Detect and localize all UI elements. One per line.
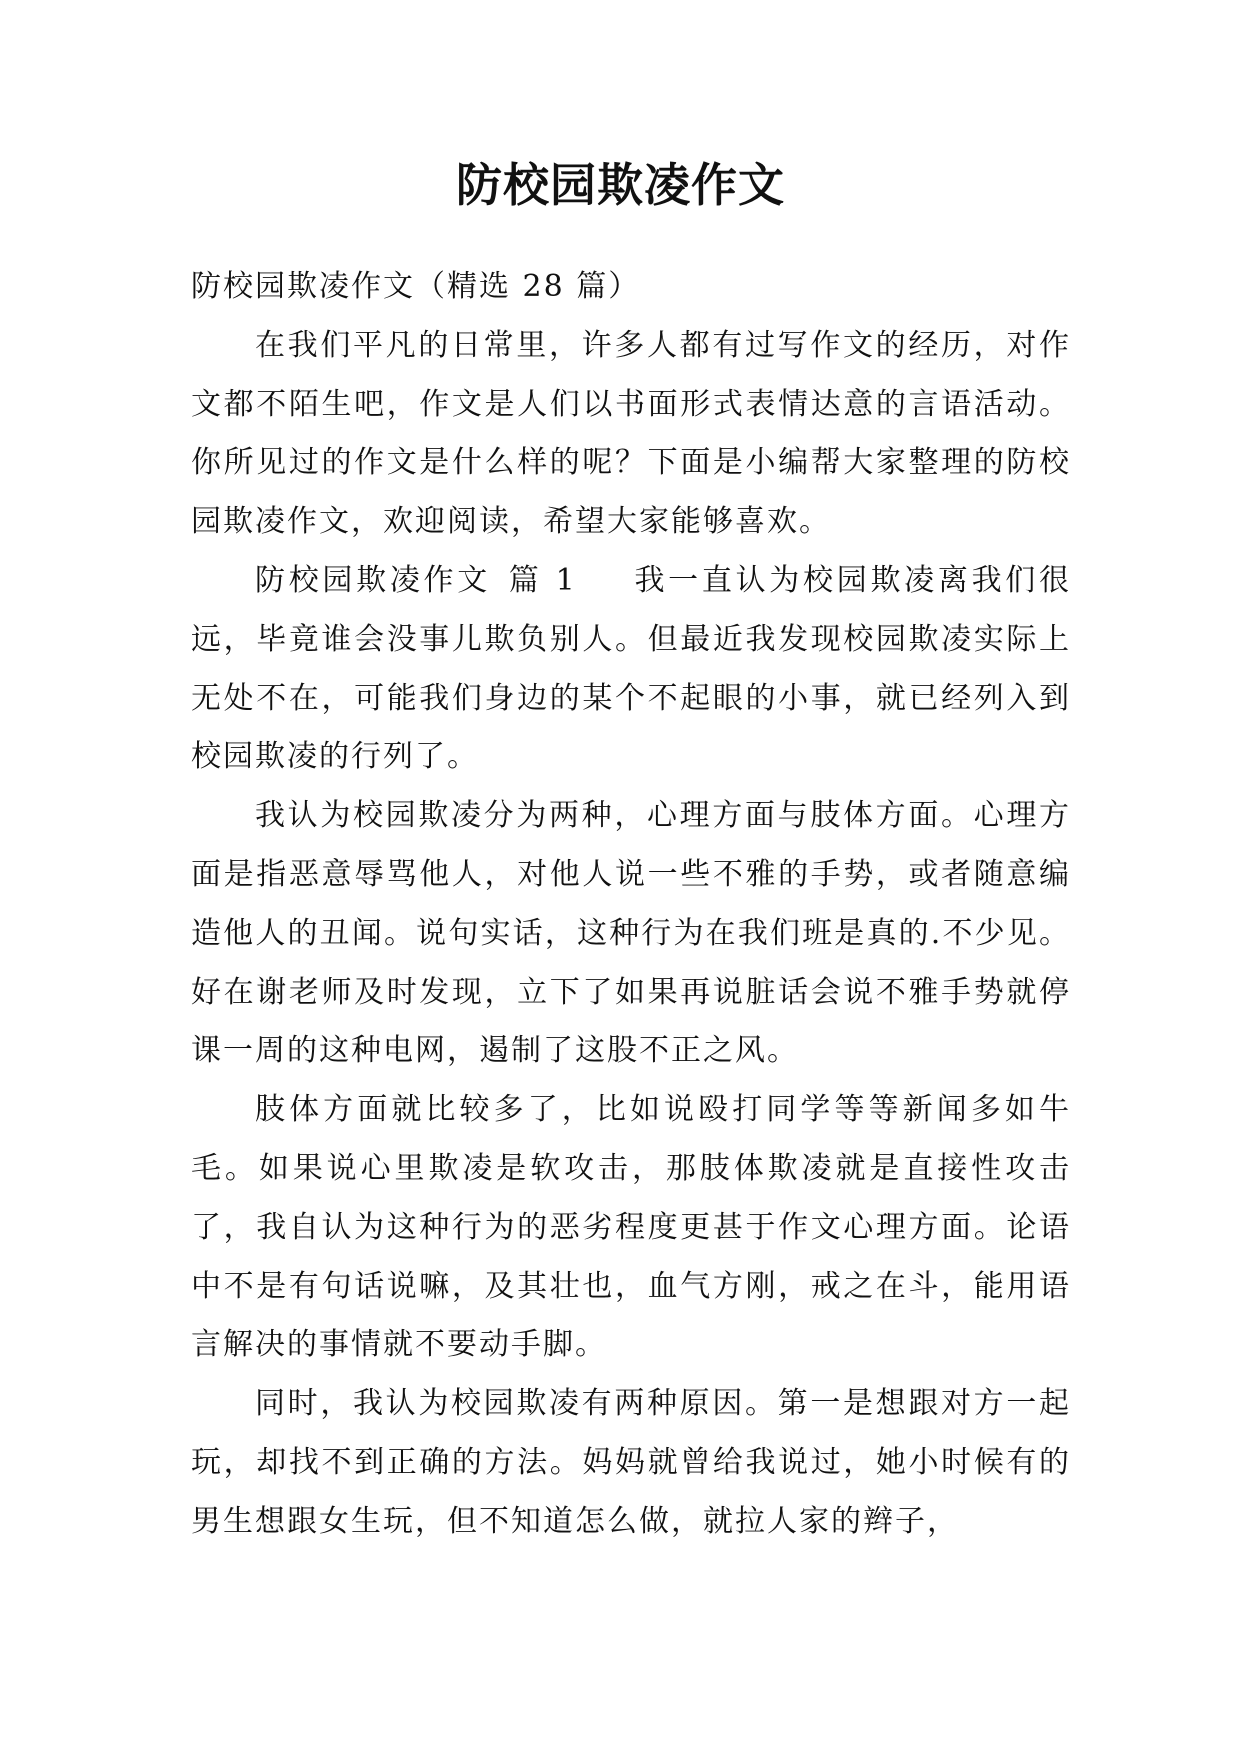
document-body [191,258,1071,1552]
section-paragraph-1 [191,552,1071,787]
section-label: 篇 1 [506,562,577,598]
document-title: 防校园欺凌作文 [456,158,785,212]
paragraph-text: 我一直认为校园欺凌离我们很远，毕竟谁会没事儿欺负别人。但最近我发现校园欺凌实际上无处不在，可能我们身边的某个不起眼的小事，就已经列入到校园欺凌的行列了。 [191,562,1072,775]
document-subtitle: 防校园欺凌作文（精选 28 篇） [191,269,641,304]
body-paragraph-2: 我认为校园欺凌分为两种，心理方面与肢体方面。心理方面是指恶意辱骂他人，对他人说一些不雅的手势，或者随意编造他人的丑闻。说句实话，这种行为在我们班是真的.不少见。好在谢老师及时发现，立下了如果再说脏话会说不雅手势就停课一周的这种电网，遏制了这股不正之风。 [191,798,1071,1069]
body-paragraph-4: 同时，我认为校园欺凌有两种原因。第一是想跟对方一起玩，却找不到正确的方法。妈妈就曾给我说过，她小时候有的男生想跟女生玩，但不知道怎么做，就拉人家的辫子， [191,1386,1071,1539]
body-paragraph-3: 肢体方面就比较多了，比如说殴打同学等等新闻多如牛毛。如果说心里欺凌是软攻击，那肢体欺凌就是直接性攻击了，我自认为这种行为的恶劣程度更甚于作文心理方面。论语中不是有句话说嘛，及其壮也，血气方刚，戒之在斗，能用语言解决的事情就不要动手脚。 [191,1092,1071,1363]
intro-paragraph: 在我们平凡的日常里，许多人都有过写作文的经历，对作文都不陌生吧，作文是人们以书面形式表情达意的言语活动。你所见过的作文是什么样的呢？下面是小编帮大家整理的防校园欺凌作文，欢迎阅读，希望大家能够喜欢。 [191,327,1071,540]
section-heading: 防校园欺凌作文 [255,562,491,598]
